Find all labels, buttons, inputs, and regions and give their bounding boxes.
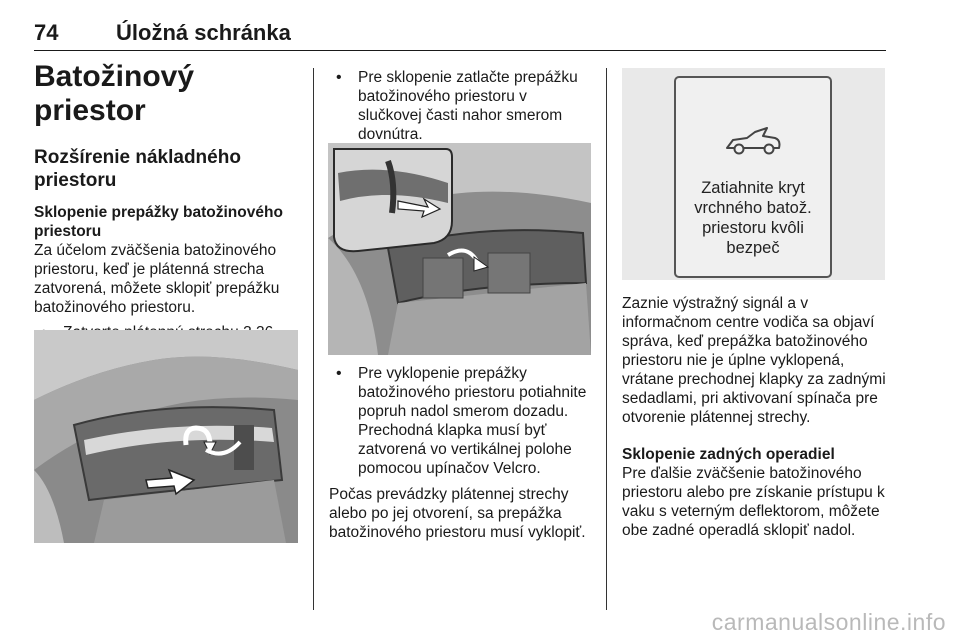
- header-rule: [34, 50, 886, 51]
- procedure-title: Sklopenie prepážky batožinového priestoru: [34, 204, 283, 240]
- step-list: [329, 68, 592, 144]
- body-paragraph: Počas prevádzky plátennej strechy alebo po jej otvorení, sa prepážka batožinového priestoru musí vyklopiť.: [329, 486, 586, 541]
- column-divider: [313, 68, 314, 610]
- body-paragraph: Zaznie výstražný signál a v informačnom centre vodiča sa objaví správa, keď prepážka batožinového priestoru nie je úplne vyklopená, vrátane prechodnej klapky za zadnými sedadlami, pri aktivovaní spínača pre otvorenie plátennej strechy.: [622, 295, 886, 426]
- convertible-car-icon: [723, 122, 783, 162]
- subsection-heading: Sklopenie zadných operadiel: [622, 446, 835, 463]
- warning-message: Zatiahnite kryt vrchného batož. priestoru kvôli bezpeč: [694, 179, 812, 257]
- watermark: carmanualsonline.info: [711, 609, 946, 635]
- body-paragraph: Pre ďalšie zväčšenie batožinového priestoru alebo pre získanie prístupu k vaku s veterným deflektorom, môžete obe zadné operadlá sklopiť nadol.: [622, 465, 885, 539]
- intro-paragraph: Za účelom zväčšenia batožinového priestoru, keď je plátenná strecha zatvorená, môžete sklopiť prepážku batožinového priestoru.: [34, 242, 280, 316]
- page-number: 74: [34, 20, 59, 45]
- step-list: [329, 364, 592, 478]
- column-2-top: [329, 68, 592, 144]
- column-3: [622, 294, 887, 540]
- partition-loop-photo: [328, 143, 591, 355]
- column-divider: [606, 68, 607, 610]
- warning-display-figure: [622, 68, 885, 280]
- subsection-heading: Rozšírenie nákladného priestoru: [34, 147, 241, 191]
- list-item: • Pre vyklopenie prepážky batožinového priestoru potiahnite popruh nadol smerom dozadu. Prechodná klapka musí byť zatvorená vo vertikálnej polohe pomocou upínačov Velcro.: [329, 364, 592, 478]
- column-2-bottom: [329, 364, 592, 542]
- running-title: Úložná schránka: [116, 20, 291, 45]
- info-display: [674, 76, 832, 278]
- section-heading: Batožinový priestor: [34, 60, 195, 127]
- partition-illustration: [328, 143, 591, 355]
- trunk-illustration: [34, 330, 298, 543]
- trunk-partition-photo: [34, 330, 298, 543]
- list-item: • Pre sklopenie zatlačte prepážku batožinového priestoru v slučkovej časti nahor smerom dovnútra.: [329, 68, 592, 144]
